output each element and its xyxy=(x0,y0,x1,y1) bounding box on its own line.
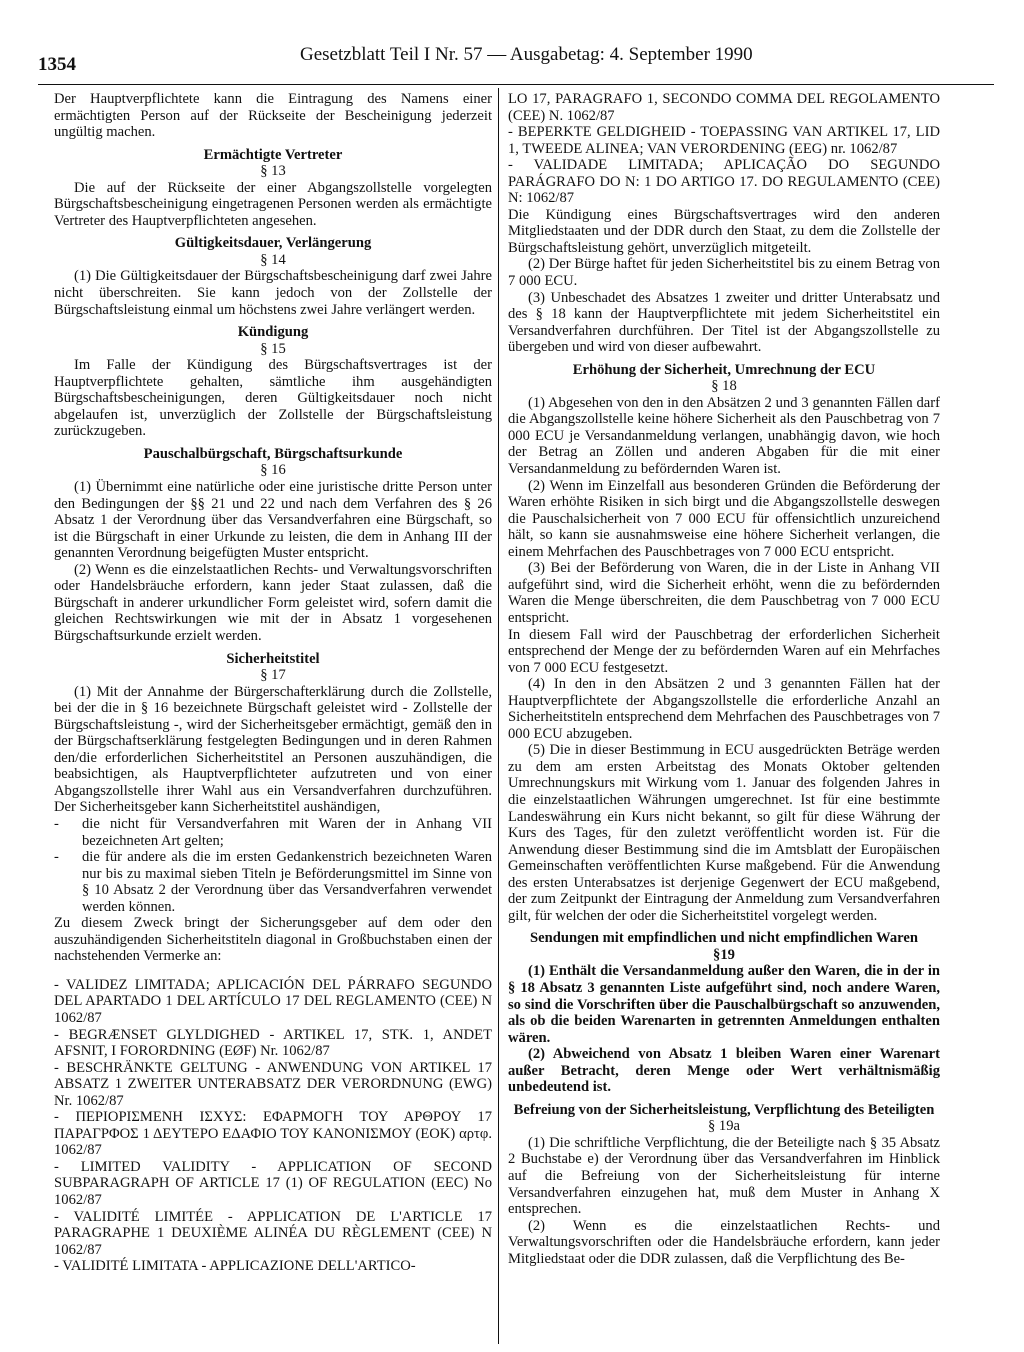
paragraph: Im Falle der Kündigung des Bürgschaftsvertrages ist der Hauptverpflichtete gehalten, sämtliche ihm ausgehändigten Bürgschaftsbescheinigungen, deren Gültigkeitsdauer noch nicht abgelaufen ist, unverzüglich der Zollstelle der Bürgschaftsleistung zurückzugeben. xyxy=(54,357,492,440)
heading-19a: Befreiung von der Sicherheitsleistung, Verpflichtung des Beteiligten xyxy=(513,1101,935,1118)
notation-it: - VALIDITÉ LIMITATA - APPLICAZIONE DELL'ARTICO- xyxy=(54,1258,416,1275)
section-16: § 16 xyxy=(260,462,286,479)
section-19a: § 19a xyxy=(707,1118,741,1135)
right-column xyxy=(508,91,940,1267)
heading-18: Erhöhung der Sicherheit, Umrechnung der ECU xyxy=(572,361,876,378)
paragraph: In diesem Fall wird der Pauschbetrag der erforderlichen Sicherheit entsprechend der Menge der zu befördernden Waren auf ein Mehrfaches von 7 000 ECU festgesetzt. xyxy=(508,626,940,676)
list-item: - die nicht für Versandverfahren mit Waren der in Anhang VII bezeichneten Art gelten; xyxy=(54,815,492,849)
paragraph: (2) Der Bürge haftet für jeden Sicherheitstitel bis zu einem Betrag von 7 000 ECU. xyxy=(508,256,940,290)
notation-fr: - VALIDITÉ LIMITÉE - APPLICATION DE L'ARTICLE 17 PARAGRAPHE 1 DEUXIÈME ALINÉA DU RÈGLEMENT (CEE) N 1062/87 xyxy=(54,1208,492,1258)
section-17: § 17 xyxy=(260,667,286,684)
notation-text: LIMITED VALIDITY - APPLICATION OF SECOND SUBPARAGRAPH OF ARTICLE 17 (1) OF REGULATION (EEC) No 1062/87 xyxy=(54,1158,492,1208)
notation-da: - BEGRÆNSET GLYLDIGHED - ARTIKEL 17, STK. 1, ANDET AFSNIT, I FORORDNING (EØF) Nr. 1062/87 xyxy=(54,1026,492,1060)
paragraph: (3) Unbeschadet des Absatzes 1 zweiter und dritter Unterabsatz und des § 18 kann der Hauptverpflichtete mit jedem Sicherheitstitel ein Versandverfahren durchführen. Der Titel ist der Abgangszollstelle zu übergeben und wird von dieser aufbewahrt. xyxy=(508,289,940,356)
header-rule xyxy=(38,84,994,85)
spacer xyxy=(54,965,492,977)
paragraph: (1) Abgesehen von den in den Absätzen 2 und 3 genannten Fällen darf die Abgangszollstelle keine höhere Sicherheit als den Pauschbetrag von 7 000 ECU je Versandanmeldung verlangen, unabhängig davon, wie hoch der Betrag an Zöllen und anderen Abgaben für die mit einer Versandanmeldung zu befördernden Waren ist. xyxy=(508,394,940,478)
notation-text: BESCHRÄNKTE GELTUNG - ANWENDUNG VON ARTIKEL 17 ABSATZ 1 ZWEITER UNTERABSATZ DER VERORDNUNG (EWG) Nr. 1062/87 xyxy=(54,1059,492,1109)
notation-es: - VALIDEZ LIMITADA; APLICACIÓN DEL PÁRRAFO SEGUNDO DEL APARTADO 1 DEL ARTÍCULO 17 DEL REGLAMENTO (CEE) N 1062/87 xyxy=(54,976,492,1026)
paragraph: (1) Die Gültigkeitsdauer der Bürgschaftsbescheinigung darf zwei Jahre nicht überschreiten. Sie kann jedoch von der Zollstelle der Bürgschaftsleistung einmal um höchstens zwei Jahre verlängert werden. xyxy=(54,268,492,318)
section-15: § 15 xyxy=(260,340,286,357)
left-column xyxy=(54,91,492,1275)
paragraph: (2) Wenn im Einzelfall aus besonderen Gründen die Beförderung der Waren erhöhte Risiken in sich birgt und die Abgangszollstelle deswegen die Pauschalsicherheit von 7 000 ECU für offensichtlich unzureichend hält, so kann sie ausnahmsweise eine höhere Sicherheit verlangen, die einem Mehrfachen des Pauschbetrages von 7 000 ECU entspricht. xyxy=(508,477,940,560)
paragraph: (2) Wenn es die einzelstaatlichen Rechts- und Verwaltungsvorschriften oder die Handelsbräuche erfordern, kann jeder Mitgliedstaat oder die DDR zulassen, daß die Verpflichtung des Be- xyxy=(508,1217,940,1267)
paragraph: (5) Die in dieser Bestimmung in ECU ausgedrückten Beträge werden zu dem am ersten Arbeitstag des Monats Oktober geltenden Umrechnungskurs mit Wirkung vom 1. Januar des folgenden Jahres in die einzelstaatlichen Währungen umgerechnet. Ist für eine bestimmte Landeswährung ein Kurs nicht bekannt, so gilt für diese Währung der Kurs des Tages, für den zuletzt veröffentlicht worden ist. Für die Anwendung dieser Bestimmung sind die im Amtsblatt der Europäischen Gemeinschaften veröffentlichten Kurse maßgebend. Für die Anwendung des ersten Unterabsatzes ist derjenige Gegenwert der ECU maßgebend, der zum Zeitpunkt der Eintragung der Anmeldung zum Versandverfahren gilt, für welchen der oder die Sicherheitstitel vorgelegt werden. xyxy=(508,742,940,924)
notation-text: VALIDITÉ LIMITATA - APPLICAZIONE DELL'ARTICO- xyxy=(62,1258,416,1275)
notation-text: ΠΕΡΙΟΡΙΣΜΕΝΗ ΙΣΧΥΣ: ΕΦΑΡΜΟΓΗ ΤΟΥ ΑΡΘΡΟΥ 17 ΠΑΡΑΓΡΦΟΣ 1 ΔΕΥΤΕΡΟ ΕΔΑΦΙΟ ΤΟΥ ΚΑΝΟΝΙΣΜΟΥ (ΕΟΚ) αρτφ. 1062/87 xyxy=(54,1109,492,1159)
notation-text: VALIDEZ LIMITADA; APLICACIÓN DEL PÁRRAFO SEGUNDO DEL APARTADO 1 DEL ARTÍCULO 17 DEL REGLAMENTO (CEE) N 1062/87 xyxy=(54,976,492,1026)
notation-de: - BESCHRÄNKTE GELTUNG - ANWENDUNG VON ARTIKEL 17 ABSATZ 1 ZWEITER UNTERABSATZ DER VERORDNUNG (EWG) Nr. 1062/87 xyxy=(54,1059,492,1109)
paragraph: (3) Bei der Beförderung von Waren, die in der Liste in Anhang VII aufgeführt sind, wird die Sicherheit erhöht, wenn die zu befördernden Waren die Menge überschreiten, die dem Pauschbetrag von 7 000 ECU entspricht. xyxy=(508,560,940,626)
section-14: § 14 xyxy=(260,251,286,268)
notation-pt: - VALIDADE LIMITADA; APLICAÇÃO DO SEGUNDO PARÁGRAFO DO N: 1 DO ARTIGO 17. DO REGULAMENTO (CEE) N: 1062/87 xyxy=(508,157,940,207)
page-header xyxy=(38,44,994,78)
list-item: - die für andere als die im ersten Gedankenstrich bezeichneten Waren nur bis zu maximal sieben Titeln je Beförderungsmittel im Sinne von § 10 Absatz 2 der Verordnung über das Versandverfahren verwendet werden können. xyxy=(54,849,492,915)
heading-16: Pauschalbürgschaft, Bürgschaftsurkunde xyxy=(143,445,403,462)
list-item-text: die nicht für Versandverfahren mit Waren der in Anhang VII bezeichneten Art gelten; xyxy=(82,815,492,849)
section-19: §19 xyxy=(713,946,735,963)
paragraph: (1) Mit der Annahme der Bürgerschafterklärung durch die Zollstelle, bei der die in § 16 bezeichnete Bürgschaft geleistet wird - Zollstelle der Bürgschaftsleistung -, wird der Sicherheitsgeber ermächtigt, gemäß den in der Bürgschaftserklärung festgelegten Bedingungen und in deren Rahmen den/die erforderlichen Sicherheitstitel an Personen auszuhändigen, die beabsichtigen, als Hauptverpflichteter aufzutreten und von einer Abgangszollstelle ihrer Wahl aus ein Versandverfahren durchzuführen. Der Sicherheitsgeber kann Sicherheitstitel aushändigen, xyxy=(54,683,492,816)
section-13: § 13 xyxy=(260,163,286,180)
heading-17: Sicherheitstitel xyxy=(226,650,320,667)
heading-14: Gültigkeitsdauer, Verlängerung xyxy=(174,235,372,252)
section-18: § 18 xyxy=(711,378,737,395)
heading-13: Ermächtigte Vertreter xyxy=(203,146,343,163)
paragraph: (1) Übernimmt eine natürliche oder eine juristische dritte Person unter den Bedingungen der §§ 21 und 22 und nach dem Verfahren des § 26 Absatz 1 der Verordnung über das Versandverfahren eine Bürgschaft, so ist die Bürgschaft in einer Urkunde zu leisten, die dem in Anhang III der genannten Verordnung beigefügten Muster entspricht. xyxy=(54,479,492,562)
notation-el: - ΠΕΡΙΟΡΙΣΜΕΝΗ ΙΣΧΥΣ: ΕΦΑΡΜΟΓΗ ΤΟΥ ΑΡΘΡΟΥ 17 ΠΑΡΑΓΡΦΟΣ 1 ΔΕΥΤΕΡΟ ΕΔΑΦΙΟ ΤΟΥ ΚΑΝΟΝΙΣΜΟΥ (ΕΟΚ) αρτφ. 1062/87 xyxy=(54,1109,492,1159)
paragraph: Der Hauptverpflichtete kann die Eintragung des Namens einer ermächtigten Person auf der Rückseite der Bescheinigung jederzeit ungültig machen. xyxy=(54,91,492,141)
notation-nl: - BEPERKTE GELDIGHEID - TOEPASSING VAN ARTIKEL 17, LID 1, TWEEDE ALINEA; VAN VERORDENING (EEG) nr. 1062/87 xyxy=(508,124,940,157)
paragraph: (1) Enthält die Versandanmeldung außer den Waren, die in der in § 18 Absatz 3 genannten Liste aufgeführt sind, noch andere Waren, so sind die Vorschriften über die Pauschalbürgschaft so anzuwenden, als ob die beiden Warenarten in getrennten Anmeldungen enthalten wären. xyxy=(508,963,940,1046)
notation-text: BEGRÆNSET GLYLDIGHED - ARTIKEL 17, STK. 1, ANDET AFSNIT, I FORORDNING (EØF) Nr. 1062/87 xyxy=(54,1026,492,1060)
notation-en: - LIMITED VALIDITY - APPLICATION OF SECOND SUBPARAGRAPH OF ARTICLE 17 (1) OF REGULATION (EEC) No 1062/87 xyxy=(54,1158,492,1208)
heading-15: Kündigung xyxy=(237,324,309,341)
paragraph: Die Kündigung eines Bürgschaftsvertrages wird den anderen Mitgliedstaaten und der DDR durch den Staat, zu dem die Zollstelle der Bürgschaftsleistung gehört, unverzüglich mitgeteilt. xyxy=(508,206,940,256)
paragraph: Zu diesem Zweck bringt der Sicherungsgeber auf dem oder den auszuhändigenden Sicherheitstiteln diagonal in Großbuchstaben einen der nachstehenden Vermerke an: xyxy=(54,915,492,965)
page-number: 1354 xyxy=(38,54,76,75)
gazette-title: Gesetzblatt Teil I Nr. 57 — Ausgabetag: 4. September 1990 xyxy=(300,44,753,65)
column-divider xyxy=(498,88,499,1344)
paragraph: (1) Die schriftliche Verpflichtung, die der Beteiligte nach § 35 Absatz 2 Buchstabe e) der Verordnung über das Versandverfahren im Hinblick auf die Befreiung von der Sicherheitsleistung für interne Versandverfahren einzugehen hat, muß dem Muster in Anhang X entsprechen. xyxy=(508,1134,940,1218)
list-item-text: die für andere als die im ersten Gedankenstrich bezeichneten Waren nur bis zu maximal sieben Titeln je Beförderungsmittel im Sinne von § 10 Absatz 2 der Verordnung über das Versandverfahren verwendet werden können. xyxy=(82,849,492,915)
paragraph: (2) Abweichend von Absatz 1 bleiben Waren einer Warenart außer Betracht, deren Menge oder Wert verhältnismäßig unbedeutend ist. xyxy=(508,1046,940,1096)
paragraph: (4) In den in den Absätzen 2 und 3 genannten Fällen hat der Hauptverpflichtete der Abgangszollstelle die erforderliche Anzahl an Sicherheitstiteln entsprechend dem Mehrfachen des Pauschbetrages von 7 000 ECU abzugeben. xyxy=(508,676,940,742)
notation-text: BEPERKTE GELDIGHEID - TOEPASSING VAN ARTIKEL 17, LID 1, TWEEDE ALINEA; VAN VERORDENING (EEG) nr. 1062/87 xyxy=(508,124,940,157)
notation-text: VALIDADE LIMITADA; APLICAÇÃO DO SEGUNDO PARÁGRAFO DO N: 1 DO ARTIGO 17. DO REGULAMENTO (CEE) N: 1062/87 xyxy=(508,157,940,207)
heading-19: Sendungen mit empfindlichen und nicht empfindlichen Waren xyxy=(530,930,918,947)
notation-text: VALIDITÉ LIMITÉE - APPLICATION DE L'ARTICLE 17 PARAGRAPHE 1 DEUXIÈME ALINÉA DU RÈGLEMENT (CEE) N 1062/87 xyxy=(54,1208,492,1258)
paragraph: (2) Wenn es die einzelstaatlichen Rechts- und Verwaltungsvorschriften oder Handelsbräuche erfordern, kann jeder Staat zulassen, daß die Bürgschaft in anderer urkundlicher Form geleistet wird, sofern damit die gleichen Rechtswirkungen wie mit der in Absatz 1 vorgesehenen Bürgschaftsurkunde erzielt werden. xyxy=(54,561,492,644)
notation-it-continued: LO 17, PARAGRAFO 1, SECONDO COMMA DEL REGOLAMENTO (CEE) N. 1062/87 xyxy=(508,91,940,124)
paragraph: Die auf der Rückseite der einer Abgangszollstelle vorgelegten Bürgschaftsbescheinigung eingetragenen Personen werden als ermächtigte Vertreter des Hauptverpflichteten angesehen. xyxy=(54,179,492,229)
